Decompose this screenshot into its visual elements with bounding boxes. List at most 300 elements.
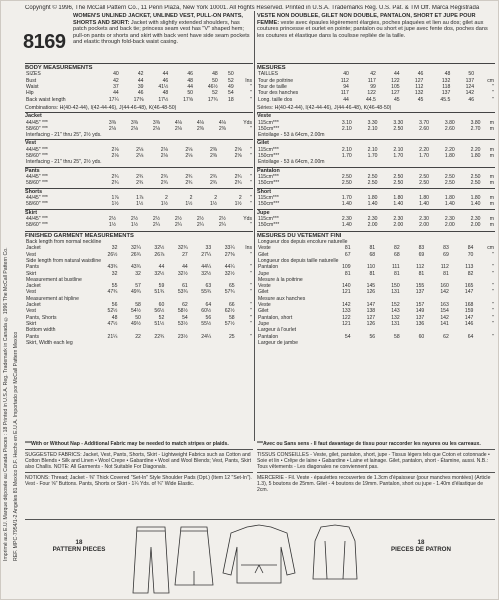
cell-value: 1.40 bbox=[341, 201, 352, 208]
cell-value: 1.40 bbox=[341, 222, 352, 229]
cell-value: 58 bbox=[228, 314, 235, 321]
cell-value: 40 bbox=[343, 71, 349, 78]
cell-value: 122 bbox=[367, 90, 376, 97]
cell-value: 1½ bbox=[111, 201, 119, 208]
cell-value: 2¾ bbox=[209, 180, 218, 187]
cell-value: 51½ bbox=[154, 320, 165, 327]
cell-value: 2¾ bbox=[136, 180, 144, 187]
cell-value: " bbox=[250, 302, 252, 309]
table-row bbox=[25, 132, 253, 138]
cell-value: 2.50 bbox=[419, 180, 429, 187]
fabric-table bbox=[257, 174, 495, 187]
cell-value: " bbox=[492, 283, 494, 290]
cell-value: 159 bbox=[464, 308, 474, 315]
fabric-group bbox=[25, 209, 253, 229]
cell-value: 2¾ bbox=[160, 180, 168, 187]
cell-value: 2¼ bbox=[196, 222, 204, 229]
cell-value: 1.80 bbox=[444, 195, 455, 202]
table-row bbox=[25, 180, 253, 186]
cell-value: 32½ bbox=[154, 270, 165, 277]
cell-value: 1.70 bbox=[341, 153, 352, 160]
cell-value: 112 bbox=[415, 84, 424, 90]
finished-measurements-fr-table bbox=[257, 239, 495, 346]
cell-value: 44 bbox=[187, 84, 193, 90]
cell-value: 42 bbox=[370, 71, 376, 78]
cell-value: 62½ bbox=[224, 308, 235, 315]
cell-value: 21¼ bbox=[107, 333, 118, 340]
cell-value: 142 bbox=[440, 314, 449, 321]
cell-value: m bbox=[489, 125, 494, 132]
cell-value: 1.70 bbox=[419, 153, 429, 160]
cell-value: 112 bbox=[440, 264, 449, 271]
cell-value: 2.30 bbox=[341, 216, 352, 223]
cell-value: 1.80 bbox=[393, 195, 404, 202]
cell-value: 152 bbox=[391, 302, 400, 309]
cell-value: 2⅝ bbox=[234, 153, 242, 160]
cell-value: " bbox=[492, 251, 494, 258]
cell-value: 1.80 bbox=[470, 153, 481, 160]
cell-value: " bbox=[250, 153, 252, 160]
row-label: Bottom width bbox=[26, 327, 56, 334]
cell-value: 1.40 bbox=[444, 201, 455, 208]
cell-value: 2.60 bbox=[444, 125, 455, 132]
cell-value: 44 bbox=[113, 90, 119, 97]
cell-value: 1.40 bbox=[393, 201, 404, 208]
cell-value: 146 bbox=[464, 320, 474, 327]
cell-value: m bbox=[489, 201, 494, 208]
cell-value: " bbox=[250, 96, 252, 103]
cell-value: 45 bbox=[393, 96, 400, 103]
cell-value: 55½ bbox=[201, 320, 212, 327]
cell-value: 2.70 bbox=[470, 125, 481, 132]
table-row bbox=[257, 222, 495, 228]
cell-value: 2¾ bbox=[111, 180, 119, 187]
row-label: 58/60" *** bbox=[26, 180, 48, 187]
cell-value: 2.00 bbox=[393, 222, 404, 229]
side-text-left: Imprimé aux E.U. Marque déposée au Canada Pieces : 18 Printed in U.S.A. Reg. Trademark in Canada © 1996 The McCall Pattern Co. bbox=[3, 247, 9, 561]
cell-value: " bbox=[492, 270, 494, 277]
fabric-table bbox=[25, 147, 253, 166]
cell-value: 3.30 bbox=[367, 119, 378, 126]
cell-value: 46 bbox=[417, 71, 424, 78]
cell-value: 26¾ bbox=[130, 251, 141, 258]
cell-value: 2.00 bbox=[367, 222, 378, 229]
cell-value: 141 bbox=[440, 320, 449, 327]
cell-value: 46 bbox=[137, 90, 144, 97]
cell-value: 2.30 bbox=[444, 216, 455, 223]
cell-value: 2⅛ bbox=[174, 125, 182, 132]
fabric-group-label: Shorts bbox=[25, 188, 43, 195]
cell-value: 2 bbox=[189, 195, 193, 202]
cell-value: 1½ bbox=[185, 201, 193, 208]
cell-value: 150 bbox=[391, 283, 400, 290]
cell-value: m bbox=[489, 146, 494, 153]
cell-value: 32½ bbox=[177, 270, 188, 277]
cell-value: Ins bbox=[245, 77, 252, 84]
cell-value: 65 bbox=[228, 283, 235, 290]
cell-value: 27¼ bbox=[201, 251, 212, 258]
cell-value: 99 bbox=[370, 84, 376, 90]
cell-value: 2.00 bbox=[470, 222, 481, 229]
fabric-group bbox=[25, 112, 253, 138]
cell-value: 1.40 bbox=[367, 201, 378, 208]
cell-value: 48 bbox=[444, 71, 451, 78]
cell-value: 3⅜ bbox=[130, 119, 138, 126]
row-label: Vest bbox=[26, 308, 36, 315]
fabric-group bbox=[257, 112, 495, 138]
back-view-sketches bbox=[129, 521, 379, 599]
cell-value: 1½ bbox=[108, 222, 116, 229]
cell-value: 2.50 bbox=[367, 180, 378, 187]
cell-value: 154 bbox=[440, 308, 449, 315]
row-label: Skirt, Width each leg bbox=[26, 339, 73, 346]
cell-value: 23½ bbox=[177, 333, 188, 340]
fabric-group-label: Jacket bbox=[25, 113, 42, 120]
french-notes bbox=[257, 441, 495, 493]
cell-value: 60 bbox=[418, 333, 425, 340]
row-label: Veste bbox=[258, 283, 271, 290]
fabric-group bbox=[25, 167, 253, 187]
cell-value: 165 bbox=[464, 283, 474, 290]
cell-value: 49¾ bbox=[130, 289, 141, 296]
row-label: Entoilage - 53 à 64cm, 2.00m bbox=[258, 132, 325, 139]
row-label: Pantalon bbox=[258, 264, 279, 271]
cell-value: 2⅛ bbox=[185, 153, 193, 160]
cell-value: 2.50 bbox=[341, 174, 352, 181]
cell-value: " bbox=[250, 174, 252, 181]
cell-value: 2⅛ bbox=[111, 146, 119, 153]
cell-value: 42 bbox=[113, 77, 119, 84]
pattern-pieces-count: 18 bbox=[75, 539, 83, 546]
cell-value: 53½ bbox=[177, 320, 188, 327]
table-row bbox=[25, 340, 253, 346]
cell-value: 48 bbox=[212, 71, 218, 78]
cell-value: 2.30 bbox=[367, 216, 378, 223]
cell-value: " bbox=[250, 320, 252, 327]
row-label: 44/45" *** bbox=[26, 216, 48, 223]
cell-value: cm bbox=[487, 245, 494, 252]
cell-value: 1½ bbox=[136, 201, 144, 208]
mercerie-french: MERCERIE - Fil. Veste - épaulettes recouvertes de 1.3cm d'épaisseur (pour manches montées) (Article 1.3), 5 boutons de 25mm. Gilet - 4 boutons de 19mm. Pantalon, short ou jupe - 1.40m d'élastique de 2cm. bbox=[257, 474, 491, 494]
cell-value: " bbox=[250, 125, 252, 132]
row-label: SIZES bbox=[26, 71, 41, 78]
fabric-group-label: Pants bbox=[25, 167, 40, 174]
cell-value: 25 bbox=[228, 333, 235, 340]
fabric-table bbox=[257, 120, 495, 139]
cell-value: 51¾ bbox=[154, 289, 165, 296]
cell-value: 37 bbox=[113, 84, 119, 90]
cell-value: m bbox=[489, 216, 494, 223]
table-row bbox=[257, 340, 495, 346]
cell-value: m bbox=[489, 180, 494, 187]
cell-value: 52½ bbox=[107, 308, 118, 315]
cell-value: 137 bbox=[465, 77, 475, 84]
cell-value: 57 bbox=[135, 283, 141, 290]
cell-value: 17¾ bbox=[207, 96, 218, 103]
cell-value: 2¾ bbox=[234, 174, 242, 181]
cell-value: 82 bbox=[467, 270, 474, 277]
cell-value: " bbox=[250, 289, 252, 296]
footnote-french: ***Avec ou Sans sens - Il faut davantage de tissu pour raccorder les rayures ou les carreaux. bbox=[257, 441, 481, 447]
header-french-body: veste avec épaules légèrement élargies, poches plaquées et lien au dos; gilet aux coutures princesse et ourlet en pointe; pantalon ou short et jupe avec fente dos, poches dans les coutures et élastique dans la coulisse repliée de la taille. bbox=[257, 19, 488, 39]
cell-value: 1½ bbox=[234, 201, 242, 208]
cell-value: 47¾ bbox=[107, 289, 118, 296]
cell-value: 111 bbox=[391, 264, 400, 271]
cell-value: 127 bbox=[391, 90, 400, 97]
skirt-back-sketch bbox=[175, 527, 213, 585]
cell-value: 61 bbox=[182, 283, 188, 290]
suggested-fabrics-english: SUGGESTED FABRICS: Jacket, Vest, Pants, Shorts, Skirt - Lightweight Fabrics such as Cotton and Cotton Blends • Silk and Linen • Wool Crepe • Gabardine • Wool and Wool Blends; Vest, Pants, Skirt also Challis. NOTE: All Garments - Not Suitable For Diagonals. bbox=[25, 451, 252, 471]
cell-value: 32½ bbox=[154, 245, 165, 252]
cell-value: 109 bbox=[342, 264, 351, 271]
fabric-group-label: Skirt bbox=[25, 209, 37, 216]
cell-value: 81 bbox=[369, 270, 376, 277]
cell-value: 113 bbox=[465, 264, 474, 271]
cell-value: " bbox=[492, 90, 494, 97]
cell-value: 49½ bbox=[130, 320, 141, 327]
cell-value: 4⅛ bbox=[174, 119, 182, 126]
cell-value: 2⅛ bbox=[152, 125, 160, 132]
cell-value: 2⅛ bbox=[160, 153, 168, 160]
row-label: Pants, Shorts bbox=[26, 314, 57, 321]
cell-value: 39 bbox=[137, 84, 144, 90]
table-row bbox=[257, 201, 495, 207]
table-row bbox=[25, 222, 253, 228]
cell-value: 48 bbox=[187, 77, 193, 84]
cell-value: 2.50 bbox=[341, 180, 352, 187]
cell-value: 2⅛ bbox=[130, 125, 138, 132]
row-label: Largeur à l'ourlet bbox=[258, 327, 297, 334]
cell-value: 2¾ bbox=[136, 174, 144, 181]
row-label: Jacket bbox=[26, 245, 41, 252]
fabric-group-label: Short bbox=[257, 188, 272, 195]
cell-value: m bbox=[489, 195, 494, 202]
cell-value: 44 bbox=[158, 264, 165, 271]
cell-value: 17¼ bbox=[108, 96, 119, 103]
cell-value: 2 bbox=[238, 195, 242, 202]
row-label: 58/60" *** bbox=[26, 222, 48, 229]
cell-value: 3.30 bbox=[393, 119, 404, 126]
cell-value: 2.50 bbox=[393, 180, 404, 187]
cell-value: 27 bbox=[182, 251, 188, 258]
mesures-table bbox=[257, 71, 495, 102]
cell-value: 3.80 bbox=[470, 119, 481, 126]
cell-value: 45 bbox=[417, 96, 424, 103]
sketch-divider bbox=[25, 519, 495, 520]
cell-value: 55 bbox=[111, 283, 118, 290]
cell-value: 2⅛ bbox=[111, 153, 119, 160]
cell-value: 50 bbox=[187, 90, 193, 97]
row-label: Waist bbox=[26, 84, 39, 90]
cell-value: 1½ bbox=[209, 201, 218, 208]
jacket-back-sketch bbox=[223, 525, 295, 583]
fabric-group-label: Veste bbox=[257, 113, 272, 120]
header-french bbox=[257, 13, 495, 39]
cell-value: " bbox=[250, 251, 252, 258]
cell-value: 81 bbox=[344, 245, 351, 252]
row-label: Vest bbox=[26, 289, 36, 296]
cell-value: 17⅜ bbox=[133, 96, 144, 103]
cell-value: 64 bbox=[205, 302, 212, 309]
fabric-group-label: Jupe bbox=[257, 209, 270, 216]
cell-value: 58 bbox=[135, 302, 141, 309]
cell-value: 50 bbox=[135, 314, 141, 321]
fabric-table bbox=[25, 120, 253, 139]
row-label: 44/45" *** bbox=[26, 174, 48, 181]
cell-value: 1⅞ bbox=[136, 195, 144, 202]
cell-value: 44 bbox=[137, 77, 144, 84]
cell-value: 56 bbox=[369, 333, 376, 340]
cell-value: 149 bbox=[415, 308, 425, 315]
cell-value: 137 bbox=[441, 90, 451, 97]
cell-value: 4⅛ bbox=[218, 119, 226, 126]
cell-value: 1.40 bbox=[419, 201, 429, 208]
cell-value: " bbox=[250, 314, 252, 321]
finished-measurements-fr-title: MESURES DU VETEMENT FINI bbox=[257, 231, 495, 239]
header-english-title: WOMEN'S UNLINED JACKET, UNLINED VEST, PULL-ON PANTS, SHORTS AND SKIRT: bbox=[73, 13, 243, 26]
pants-back-sketch bbox=[133, 527, 169, 593]
cell-value: 43¾ bbox=[130, 264, 141, 271]
cell-value: 2.10 bbox=[341, 125, 352, 132]
row-label: Entoilage - 53 à 64cm, 2.00m bbox=[258, 159, 325, 166]
finished-measurements-title: FINISHED GARMENT MEASUREMENTS bbox=[25, 231, 253, 239]
cell-value: 84 bbox=[467, 245, 474, 252]
cell-value: 50 bbox=[212, 77, 218, 84]
cell-value: 52 bbox=[158, 314, 165, 321]
row-label: 44/45" *** bbox=[26, 195, 48, 202]
row-label: Bust bbox=[26, 77, 37, 84]
cell-value: 136 bbox=[415, 320, 425, 327]
row-label: 58/60" *** bbox=[26, 201, 48, 208]
cell-value: 17½ bbox=[158, 96, 169, 103]
row-label: Hip bbox=[26, 90, 34, 97]
cell-value: 2¾ bbox=[234, 180, 242, 187]
cell-value: " bbox=[250, 222, 252, 229]
cell-value: 2½ bbox=[108, 216, 116, 223]
table-row bbox=[257, 159, 495, 165]
cell-value: 32 bbox=[111, 270, 118, 277]
cell-value: " bbox=[492, 314, 494, 321]
cell-value: 46 bbox=[162, 77, 169, 84]
cell-value: 2.30 bbox=[470, 216, 481, 223]
cell-value: 142 bbox=[342, 302, 351, 309]
row-label: Pantalon, short bbox=[258, 314, 293, 321]
cell-value: 2.50 bbox=[470, 180, 481, 187]
cell-value: 2.50 bbox=[444, 180, 455, 187]
cell-value: 126 bbox=[366, 289, 376, 296]
cell-value: 53¾ bbox=[177, 289, 188, 296]
cell-value: 2.60 bbox=[419, 125, 429, 132]
cell-value: 1.70 bbox=[341, 195, 352, 202]
cell-value: 81 bbox=[394, 270, 400, 277]
cell-value: 112 bbox=[340, 77, 349, 84]
row-label: Skirt bbox=[26, 270, 37, 277]
cell-value: 81 bbox=[344, 270, 351, 277]
cell-value: 2½ bbox=[152, 216, 160, 223]
cell-value: 46 bbox=[187, 71, 193, 78]
fabric-group-label: Vest bbox=[25, 140, 37, 147]
row-label: Back length from normal neckline bbox=[26, 239, 102, 246]
pattern-pieces-label bbox=[49, 539, 109, 553]
french-column bbox=[257, 63, 495, 346]
cell-value: 54 bbox=[182, 314, 188, 321]
row-label: Pants bbox=[26, 333, 40, 340]
row-label: Jacket bbox=[26, 302, 41, 309]
cell-value: 41½ bbox=[158, 84, 169, 90]
cell-value: " bbox=[250, 84, 252, 90]
cell-value: 52 bbox=[212, 90, 218, 97]
cell-value: 57½ bbox=[224, 320, 235, 327]
row-label: Interfacing - 21" thru 25", 2½ yds. bbox=[26, 159, 102, 166]
cell-value: 132 bbox=[441, 77, 451, 84]
cell-value: 1.80 bbox=[444, 153, 455, 160]
fabric-table bbox=[257, 147, 495, 166]
row-label: Mesure à la poitrine bbox=[258, 276, 303, 283]
cell-value: " bbox=[250, 90, 252, 97]
row-label: Long. taille dos bbox=[258, 96, 293, 103]
cell-value: 2¾ bbox=[160, 174, 168, 181]
header-english-body: Jacket with slightly extended shoulders, has patch pockets and back tie; princess seam vest has "V" shaped hem; pull-on pants or shorts and skirt with back vent have side seam pockets and elastic through fold-back waist casing. bbox=[73, 19, 250, 46]
cell-value: " bbox=[492, 84, 494, 90]
cell-value: 2⅜ bbox=[196, 125, 204, 132]
row-label: Back waist length bbox=[26, 96, 66, 103]
fabric-yardage-english bbox=[25, 112, 253, 229]
cell-value: 137 bbox=[415, 314, 425, 321]
row-label: 58/60" *** bbox=[26, 125, 48, 132]
cell-value: 32¼ bbox=[130, 245, 141, 252]
row-label: 150cm*** bbox=[258, 222, 280, 229]
cell-value: 122 bbox=[391, 77, 400, 84]
cell-value: 60 bbox=[158, 302, 165, 309]
cell-value: 44.5 bbox=[365, 96, 376, 103]
cell-value: 122 bbox=[342, 314, 351, 321]
cell-value: 81 bbox=[418, 270, 425, 277]
cell-value: 2⅜ bbox=[209, 146, 218, 153]
divider bbox=[257, 472, 495, 473]
row-label: Veste bbox=[258, 245, 271, 252]
cell-value: 56 bbox=[111, 302, 118, 309]
cell-value: " bbox=[250, 308, 252, 315]
cell-value: 4⅛ bbox=[196, 119, 204, 126]
row-label: TAILLES bbox=[258, 71, 279, 78]
combinations-line: Combinations: H(40-42-44), I(42-44-46), J(44-46-48), K(46-48-50) bbox=[25, 104, 177, 111]
cell-value: 44¼ bbox=[224, 264, 235, 271]
patron-pieces-text: PIECES DE PATRON bbox=[391, 546, 451, 553]
cell-value: 26⅞ bbox=[154, 251, 165, 258]
cell-value: 2 bbox=[164, 195, 168, 202]
cell-value: 58 bbox=[394, 333, 400, 340]
row-label: Skirt bbox=[26, 320, 37, 327]
cell-value: 45.5 bbox=[440, 96, 451, 103]
cell-value: 48 bbox=[162, 90, 169, 97]
row-label: 115cm*** bbox=[258, 119, 279, 126]
row-label: 58/60" *** bbox=[26, 153, 48, 160]
cell-value: 2½ bbox=[218, 216, 226, 223]
fabric-group bbox=[257, 188, 495, 208]
cell-value: 68 bbox=[369, 251, 376, 258]
cell-value: " bbox=[250, 264, 252, 271]
row-label: Jupe bbox=[258, 270, 270, 277]
cell-value: 2.50 bbox=[419, 174, 429, 181]
cell-value: 1.70 bbox=[393, 153, 404, 160]
table-row bbox=[257, 97, 495, 103]
cell-value: 66 bbox=[228, 302, 235, 309]
cell-value: 2.00 bbox=[444, 222, 455, 229]
row-label: 44/45" *** bbox=[26, 119, 48, 126]
cell-value: 147 bbox=[464, 289, 474, 296]
cell-value: 121 bbox=[342, 320, 351, 327]
cell-value: 1.70 bbox=[367, 153, 378, 160]
